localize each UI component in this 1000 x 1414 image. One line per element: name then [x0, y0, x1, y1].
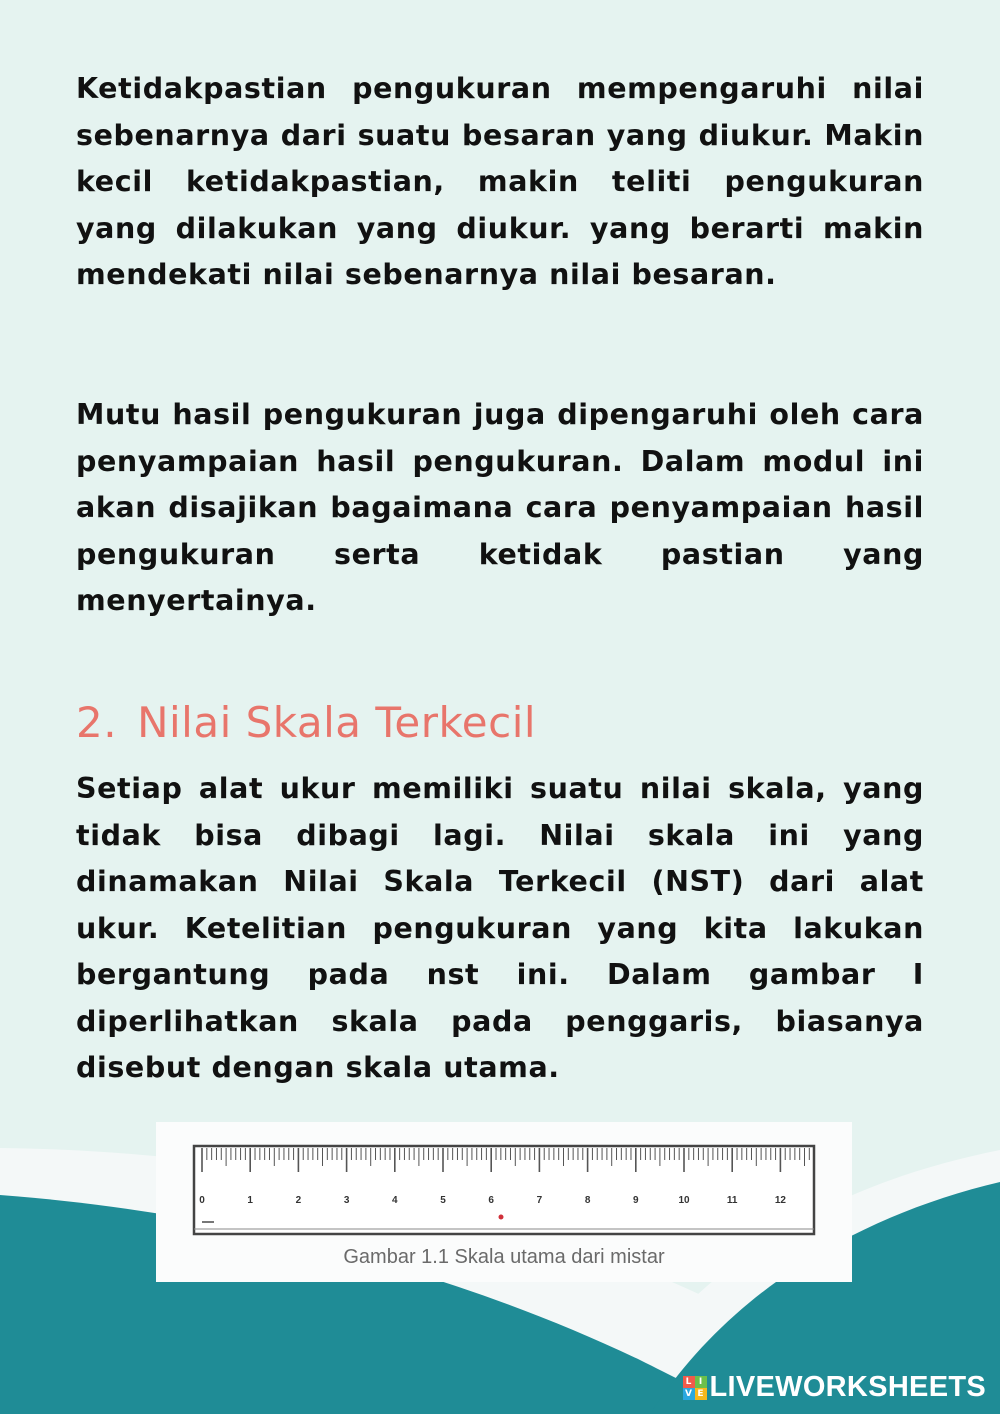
ruler-body — [194, 1146, 814, 1234]
ruler-red-dot — [499, 1215, 504, 1220]
liveworksheets-brand[interactable] — [683, 1371, 987, 1404]
ruler-tick-label: 10 — [678, 1195, 690, 1206]
ruler-tick-label: 0 — [199, 1195, 205, 1206]
ruler-tick-label: 1 — [247, 1195, 253, 1206]
ruler-tick-label: 7 — [536, 1195, 543, 1206]
ruler-tick-label: 11 — [726, 1195, 738, 1206]
liveworksheets-logo-icon — [683, 1376, 707, 1400]
ruler-image — [156, 1122, 852, 1247]
ruler-tick-label: 4 — [392, 1195, 398, 1206]
ruler-tick-label: 2 — [295, 1195, 302, 1206]
section-number: 2. — [76, 698, 118, 747]
logo-letter: I — [695, 1376, 707, 1388]
paragraph-measurement-uncertainty: Ketidakpastian pengukuran mempengaruhi nilai sebenarnya dari suatu besaran yang diukur. Makin kecil ketidakpastian, makin teliti pengukuran yang dilakukan yang diukur. yang berarti makin mendekati nilai sebenarnya nilai besaran. — [76, 72, 924, 291]
ruler-tick-label: 8 — [584, 1195, 591, 1206]
ruler-tick-label: 6 — [488, 1195, 494, 1206]
ruler-tick-label: 5 — [440, 1195, 446, 1206]
paragraph-smallest-scale-value: Setiap alat ukur memiliki suatu nilai skala, yang tidak bisa dibagi lagi. Nilai skala ini yang dinamakan Nilai Skala Terkecil (NST) dari alat ukur. Ketelitian pengukuran yang kita lakukan bergantung pada nst ini. Dalam gambar I diperlihatkan skala pada penggaris, biasanya disebut dengan skala utama. — [76, 772, 924, 1084]
section-heading — [76, 698, 536, 747]
ruler-tick-label: 9 — [633, 1195, 639, 1206]
logo-letter: L — [683, 1376, 695, 1388]
figure-caption: Gambar 1.1 Skala utama dari mistar — [343, 1246, 665, 1268]
section-title: Nilai Skala Terkecil — [137, 698, 537, 747]
brand-name: LIVEWORKSHEETS — [709, 1371, 986, 1403]
logo-letter: V — [683, 1388, 695, 1400]
paragraph-measurement-quality: Mutu hasil pengukuran juga dipengaruhi oleh cara penyampaian hasil pengukuran. Dalam modul ini akan disajikan bagaimana cara penyampaian hasil pengukuran serta ketidak pastian yang menyertainya. — [76, 398, 924, 617]
ruler-figure — [156, 1122, 852, 1282]
ruler-tick-label: 12 — [774, 1195, 786, 1206]
logo-letter: E — [695, 1388, 707, 1400]
ruler-tick-label: 3 — [343, 1195, 350, 1206]
